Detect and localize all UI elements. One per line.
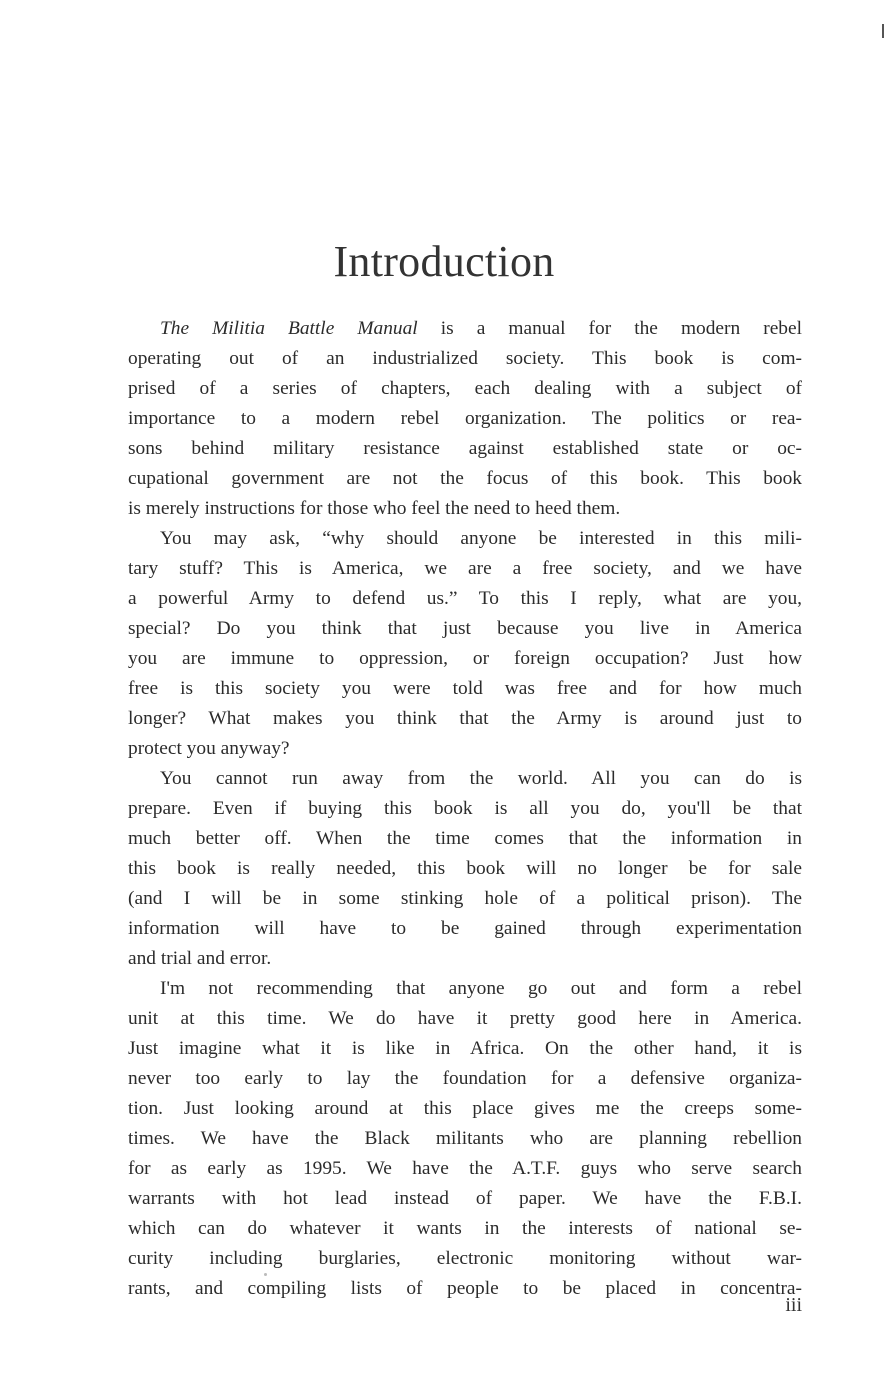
text-line: a powerful Army to defend us.” To this I reply, what are you, (128, 588, 802, 609)
text-line: which can do whatever it wants in the interests of national se- (128, 1218, 802, 1239)
text-line: prised of a series of chapters, each dealing with a subject of (128, 378, 802, 399)
paragraph (128, 524, 802, 764)
text-line: information will have to be gained through experimentation (128, 918, 802, 939)
book-title: The Militia Battle Manual (160, 318, 418, 339)
text-line: The Militia Battle Manual is a manual for the modern rebel (160, 318, 802, 339)
text-line: much better off. When the time comes that the information in (128, 828, 802, 849)
text-line: tion. Just looking around at this place gives me the creeps some- (128, 1098, 802, 1119)
text-line: I'm not recommending that anyone go out and form a rebel (160, 978, 802, 999)
text-line: longer? What makes you think that the Army is around just to (128, 708, 802, 729)
scan-smudge (264, 1273, 267, 1276)
page-number: iii (785, 1294, 802, 1316)
text-line: prepare. Even if buying this book is all you do, you'll be that (128, 798, 802, 819)
text-line: and trial and error. (128, 948, 272, 969)
text-line: never too early to lay the foundation for a defensive organiza- (128, 1068, 802, 1089)
text-line: You cannot run away from the world. All you can do is (160, 768, 802, 789)
paragraph (128, 764, 802, 974)
text-line: protect you anyway? (128, 738, 290, 759)
body-text (128, 314, 802, 1304)
text-line: importance to a modern rebel organization. The politics or rea- (128, 408, 802, 429)
text-line: you are immune to oppression, or foreign occupation? Just how (128, 648, 802, 669)
text-line: unit at this time. We do have it pretty good here in America. (128, 1008, 802, 1029)
page-edge-mark (882, 24, 884, 38)
paragraph (128, 314, 802, 524)
text-line: curity including burglaries, electronic monitoring without war- (128, 1248, 802, 1269)
text-line: rants, and compiling lists of people to be placed in concentra- (128, 1278, 802, 1299)
text-line: cupational government are not the focus of this book. This book (128, 468, 802, 489)
text-line: tary stuff? This is America, we are a free society, and we have (128, 558, 802, 579)
text-line: sons behind military resistance against established state or oc- (128, 438, 802, 459)
text-line: special? Do you think that just because you live in America (128, 618, 802, 639)
text-line: times. We have the Black militants who are planning rebellion (128, 1128, 802, 1149)
text-line: You may ask, “why should anyone be interested in this mili- (160, 528, 802, 549)
text-line: (and I will be in some stinking hole of a political prison). The (128, 888, 802, 909)
paragraph (128, 974, 802, 1304)
text-line: is merely instructions for those who feel the need to heed them. (128, 498, 621, 519)
text-line: operating out of an industrialized society. This book is com- (128, 348, 802, 369)
text-line: warrants with hot lead instead of paper. We have the F.B.I. (128, 1188, 802, 1209)
text-line: this book is really needed, this book will no longer be for sale (128, 858, 802, 879)
text-line: free is this society you were told was free and for how much (128, 678, 802, 699)
text-line: Just imagine what it is like in Africa. On the other hand, it is (128, 1038, 802, 1059)
text-line: for as early as 1995. We have the A.T.F. guys who serve search (128, 1158, 802, 1179)
chapter-title: Introduction (333, 237, 555, 286)
